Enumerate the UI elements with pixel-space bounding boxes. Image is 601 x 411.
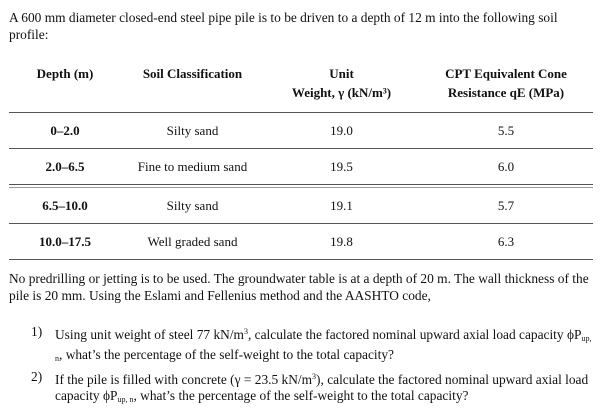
soil-cell: Well graded sand — [121, 224, 264, 260]
depth-cell: 6.5–10.0 — [9, 188, 121, 224]
depth-cell: 10.0–17.5 — [9, 224, 121, 260]
header-unit-weight-line1: Unit — [329, 66, 354, 81]
list-item — [9, 324, 597, 366]
header-cpt-line2: Resistance qE (MPa) — [447, 85, 565, 100]
question-text: Using unit weight of steel 77 kN/m — [55, 327, 244, 342]
cpt-cell: 6.3 — [419, 224, 593, 260]
soil-cell: Silty sand — [121, 113, 264, 149]
table-row — [9, 149, 593, 185]
header-cpt-line1: CPT Equivalent Cone — [445, 66, 567, 81]
conditions-paragraph: No predrilling or jetting is to be used. The groundwater table is at a depth of 20 m. The wall thickness of the pile is 20 mm. Using the Eslami and Fellenius method and the AASHTO code, — [9, 271, 589, 303]
question-text: ), calculate the factored nominal upward axial load capacity ϕP — [55, 372, 589, 403]
unit-weight-cell: 19.1 — [264, 188, 419, 224]
question-number: 1) — [31, 324, 43, 339]
subscript: up, n — [117, 394, 134, 404]
header-depth — [9, 56, 121, 113]
question-text: If the pile is filled with concrete (γ = 23.5 kN/m — [55, 372, 313, 387]
table-row — [9, 224, 593, 260]
intro-text: A 600 mm diameter closed-end steel pipe pile is to be driven to a depth of 12 m into the following soil profile: — [9, 10, 558, 42]
header-soil-label: Soil Classification — [142, 66, 243, 81]
superscript: 3 — [243, 327, 248, 336]
header-soil-classification — [121, 56, 264, 113]
superscript: 3 — [312, 372, 317, 381]
question-number: 2) — [31, 369, 43, 384]
table-row — [9, 188, 593, 224]
question-text: , calculate the factored nominal upward axial load capacity ϕP — [247, 327, 582, 342]
cpt-cell: 6.0 — [419, 149, 593, 185]
unit-weight-cell: 19.0 — [264, 113, 419, 149]
table-row — [9, 113, 593, 149]
header-unit-weight-line2: Weight, γ (kN/m³) — [291, 85, 392, 100]
table-header-row — [9, 56, 593, 113]
unit-weight-cell: 19.8 — [264, 224, 419, 260]
header-cpt-resistance — [419, 56, 593, 113]
header-unit-weight — [264, 56, 419, 113]
soil-profile-table — [9, 56, 593, 260]
list-item — [9, 369, 597, 407]
question-list — [9, 324, 597, 410]
question-text: , what’s the percentage of the self-weight to the total capacity? — [59, 346, 395, 362]
subscript: up, n — [55, 334, 592, 363]
soil-cell: Silty sand — [121, 188, 264, 224]
unit-weight-cell: 19.5 — [264, 149, 419, 185]
depth-cell: 0–2.0 — [9, 113, 121, 149]
header-depth-label: Depth (m) — [36, 66, 94, 81]
cpt-cell: 5.5 — [419, 113, 593, 149]
question-text: , what’s the percentage of the self-weight to the total capacity? — [133, 387, 469, 403]
cpt-cell: 5.7 — [419, 188, 593, 224]
depth-cell: 2.0–6.5 — [9, 149, 121, 185]
soil-cell: Fine to medium sand — [121, 149, 264, 185]
